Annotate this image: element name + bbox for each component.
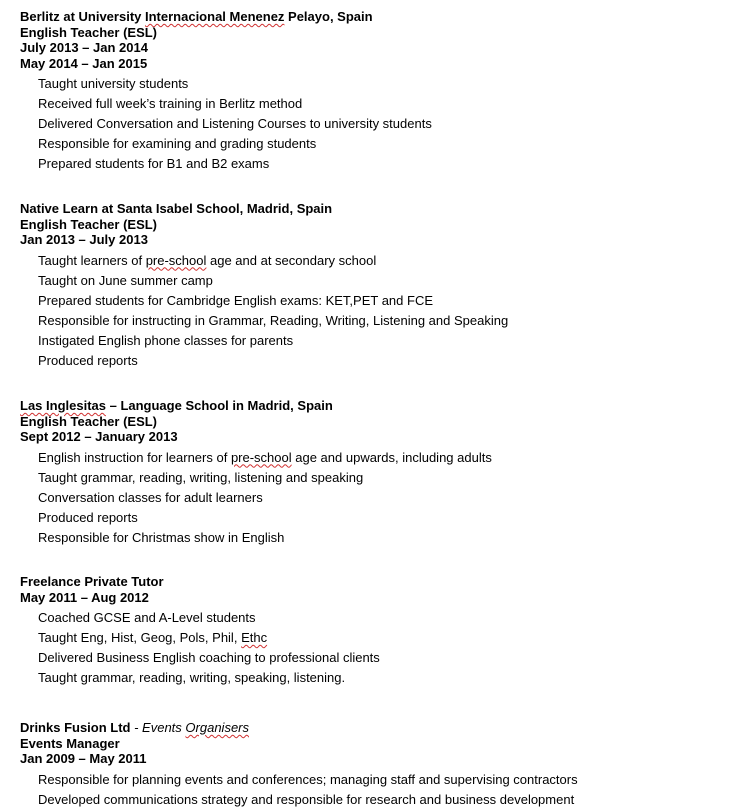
list-item: Conversation classes for adult learners [38, 489, 263, 505]
duty-list [20, 770, 578, 810]
job-dates: Jan 2009 – May 2011 [20, 751, 147, 766]
list-item: Taught on June summer camp [38, 272, 213, 288]
job-native-learn [20, 201, 508, 371]
list-item: Responsible for examining and grading students [38, 136, 317, 151]
list-item: Prepared students for Cambridge English exams: KET,PET and FCE [38, 292, 434, 308]
employer-description: - Events Organisers [130, 720, 249, 735]
employer-heading: Freelance Private Tutor [20, 574, 164, 589]
spellcheck-underline: pre-school [230, 449, 292, 465]
spellcheck-underline: Las Inglesitas [20, 398, 106, 413]
job-berlitz [20, 9, 432, 174]
duty-list [20, 608, 380, 688]
list-item: Produced reports [38, 509, 138, 525]
list-item: Coached GCSE and A-Level students [38, 610, 256, 625]
list-item: Taught university students [38, 76, 189, 91]
job-role: English Teacher (ESL) [20, 413, 158, 429]
list-item: Taught grammar, reading, writing, speaking, listening. [38, 670, 346, 685]
job-dates: Jan 2013 – July 2013 [20, 232, 148, 247]
list-item: Developed communications strategy and responsible for research and business development [38, 791, 575, 807]
list-item: Prepared students for B1 and B2 exams [38, 156, 270, 171]
employer-heading: Native Learn at Santa Isabel School, Madrid, Spain [20, 201, 333, 216]
job-dates: May 2014 – Jan 2015 [20, 55, 148, 71]
spellcheck-underline: Organisers [185, 720, 249, 735]
list-item: Taught learners of pre-school age and at secondary school [38, 252, 377, 268]
list-item: Responsible for instructing in Grammar, Reading, Writing, Listening and Speaking [38, 312, 509, 328]
list-item: Responsible for planning events and conferences; managing staff and supervising contractors [38, 771, 578, 787]
job-freelance-tutor [20, 574, 380, 688]
job-las-inglesitas [20, 398, 492, 548]
list-item: Produced reports [38, 352, 138, 368]
list-item: Received full week’s training in Berlitz method [38, 96, 303, 111]
employer-heading: Berlitz at University Internacional Menenez Pelayo, Spain [20, 9, 373, 24]
list-item: Delivered Conversation and Listening Courses to university students [38, 116, 432, 131]
employer-name: Drinks Fusion Ltd [20, 720, 131, 735]
duty-list [20, 448, 492, 548]
duty-list [20, 74, 432, 174]
list-item: Taught grammar, reading, writing, listening and speaking [38, 469, 364, 485]
job-role: English Teacher (ESL) [20, 216, 158, 232]
spellcheck-underline: pre-school [145, 252, 207, 268]
spellcheck-underline: Ethc [241, 630, 268, 645]
spellcheck-underline: Internacional Menenez [145, 9, 285, 24]
job-role: Events Manager [20, 735, 120, 751]
list-item: Taught Eng, Hist, Geog, Pols, Phil, Ethc [38, 630, 268, 645]
job-dates: Sept 2012 – January 2013 [20, 429, 178, 444]
employer-heading [20, 720, 578, 736]
job-dates: May 2011 – Aug 2012 [20, 589, 149, 605]
job-drinks-fusion [20, 720, 578, 810]
job-dates: July 2013 – Jan 2014 [20, 40, 148, 55]
employer-heading: Las Inglesitas – Language School in Madrid, Spain [20, 398, 333, 413]
job-role: English Teacher (ESL) [20, 24, 158, 40]
list-item: Instigated English phone classes for parents [38, 332, 294, 348]
list-item: English instruction for learners of pre-school age and upwards, including adults [38, 449, 492, 465]
list-item: Delivered Business English coaching to professional clients [38, 650, 380, 665]
duty-list [20, 251, 508, 371]
list-item: Responsible for Christmas show in English [38, 529, 285, 545]
